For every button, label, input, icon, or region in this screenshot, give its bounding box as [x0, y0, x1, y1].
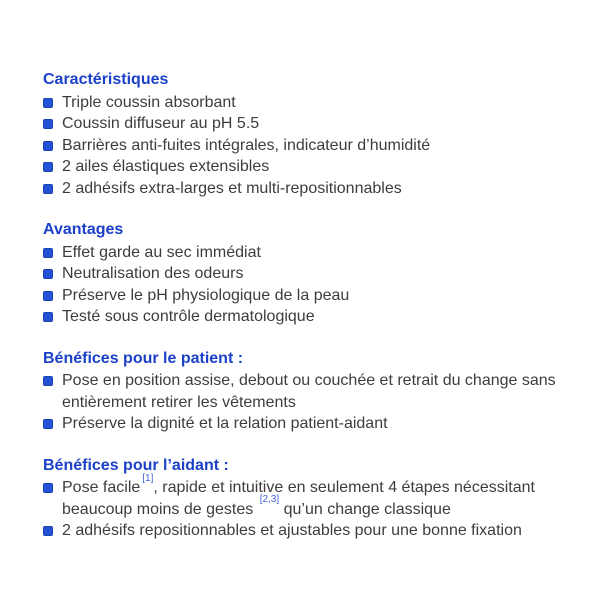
bullet-list-benefices-aidant — [43, 472, 572, 542]
list-item — [43, 472, 572, 520]
section-avantages — [43, 219, 572, 328]
bullet-list-caracteristiques — [43, 92, 572, 200]
list-item — [43, 520, 572, 542]
bullet-square-icon — [43, 376, 53, 386]
list-item — [43, 413, 572, 435]
bullet-list-avantages — [43, 242, 572, 328]
list-item — [43, 113, 572, 135]
list-item-text: Coussin diffuseur au pH 5.5 — [62, 115, 260, 132]
bullet-square-icon — [43, 312, 53, 322]
bullet-square-icon — [43, 141, 53, 151]
list-item — [43, 306, 572, 328]
section-heading-benefices-patient: Bénéfices pour le patient : — [43, 349, 244, 367]
list-item-text-part: , rapide et intuitive en seulement 4 étapes nécessitant beaucoup moins de gestes — [62, 479, 535, 518]
list-item-text-part: qu’un change classique — [279, 500, 451, 518]
list-item — [43, 135, 572, 157]
list-item-text: 2 ailes élastiques extensibles — [62, 158, 270, 175]
list-item-text: Testé sous contrôle dermatologique — [62, 308, 315, 325]
section-benefices-aidant — [43, 455, 572, 542]
section-heading-avantages: Avantages — [43, 221, 124, 238]
list-item-text: 2 adhésifs extra-larges et multi-repositionnables — [62, 179, 402, 197]
list-item — [43, 263, 572, 285]
list-item-text — [62, 472, 572, 520]
bullet-list-benefices-patient — [43, 370, 572, 435]
bullet-square-icon — [43, 526, 53, 536]
list-item-text: Barrières anti-fuites intégrales, indicateur d’humidité — [62, 136, 431, 154]
list-item — [43, 178, 572, 200]
section-heading-caracteristiques: Caractéristiques — [43, 71, 169, 88]
footnote-ref-2-3: [2,3] — [259, 494, 280, 506]
list-item-text: 2 adhésifs repositionnables et ajustables pour une bonne fixation — [62, 522, 522, 539]
section-caracteristiques — [43, 69, 572, 199]
bullet-square-icon — [43, 291, 53, 301]
list-item-text: Triple coussin absorbant — [62, 93, 236, 111]
list-item-text-part: Pose facile — [62, 479, 141, 496]
list-item-text: Neutralisation des odeurs — [62, 265, 244, 282]
footnote-ref-1: [1] — [142, 472, 154, 484]
bullet-square-icon — [43, 184, 53, 194]
list-item — [43, 156, 572, 178]
section-benefices-patient — [43, 348, 572, 435]
section-heading-benefices-aidant: Bénéfices pour l’aidant : — [43, 456, 229, 474]
bullet-square-icon — [43, 269, 53, 279]
bullet-square-icon — [43, 483, 53, 493]
list-item — [43, 370, 572, 413]
list-item-text: Pose en position assise, debout ou couchée et retrait du change sans entièrement retirer les vêtements — [62, 372, 556, 411]
list-item-text: Préserve le pH physiologique de la peau — [62, 286, 350, 304]
list-item — [43, 242, 572, 264]
bullet-square-icon — [43, 119, 53, 129]
list-item-text: Effet garde au sec immédiat — [62, 243, 261, 261]
list-item — [43, 92, 572, 114]
list-item-text: Préserve la dignité et la relation patient-aidant — [62, 415, 388, 432]
bullet-square-icon — [43, 162, 53, 172]
bullet-square-icon — [43, 248, 53, 258]
bullet-square-icon — [43, 98, 53, 108]
bullet-square-icon — [43, 419, 53, 429]
list-item — [43, 285, 572, 307]
